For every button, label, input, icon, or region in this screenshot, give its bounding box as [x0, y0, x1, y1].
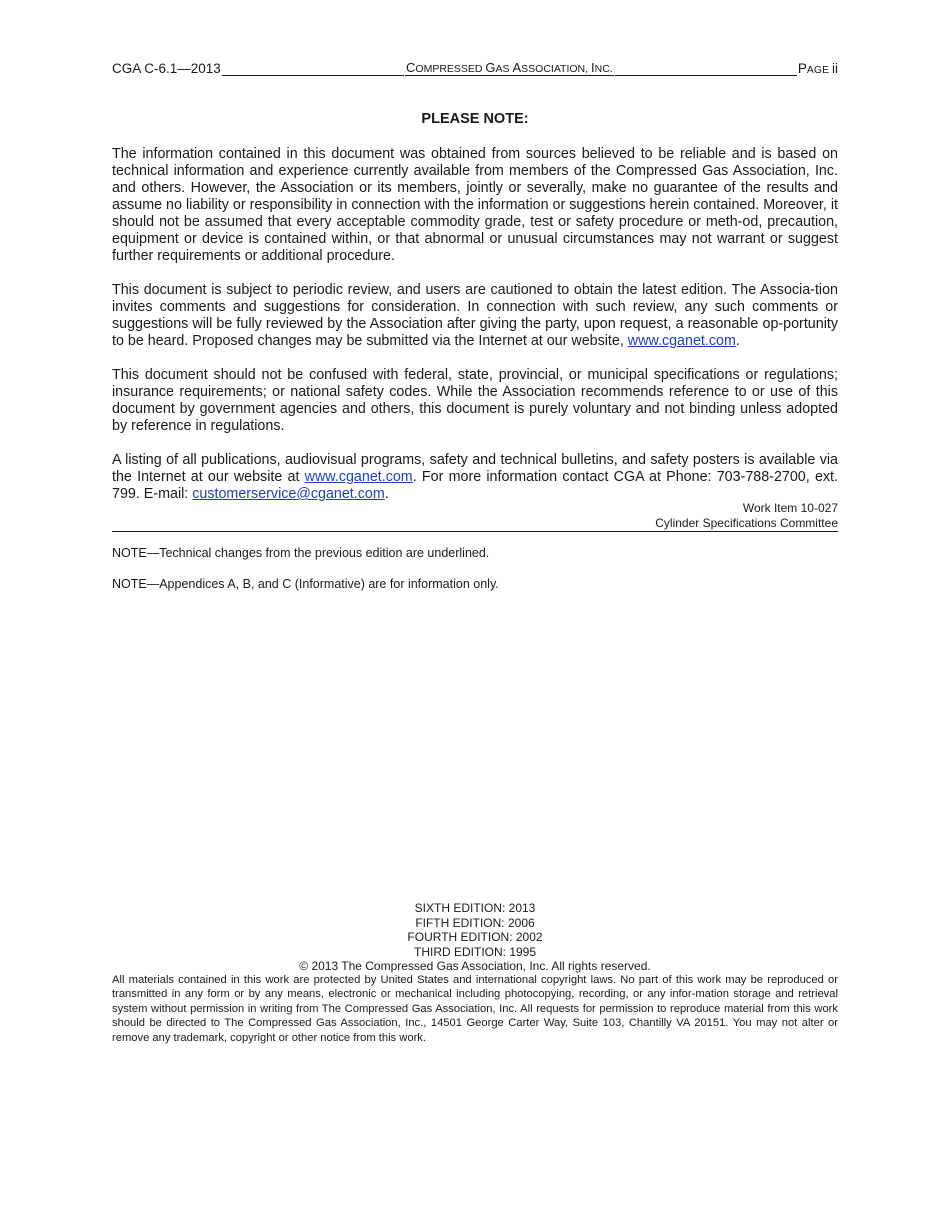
work-item: Work Item 10-027 [742, 501, 838, 515]
publisher-i: I [590, 60, 595, 75]
publisher-c: C [406, 60, 416, 75]
paragraph-regulations: This document should not be confused with federal, state, provincial, or municipal specifications or regulations; insurance requirements; or national safety codes. While the Association recommends reference to or use of this document by government agencies and others, this document is purely voluntary and not binding unless adopted by reference in regulations. [112, 367, 838, 434]
note-appendices: NOTE—Appendices A, B, and C (Informative) are for information only. [112, 577, 499, 591]
contact-text: . For more information contact CGA at Phone: 703-788-2700, ext. 799. E-mail: [112, 469, 838, 502]
paragraph-publications [112, 452, 838, 503]
publisher-name [405, 60, 614, 76]
third-edition: THIRD EDITION: 1995 [413, 944, 537, 959]
note-technical-changes: NOTE—Technical changes from the previous edition are underlined. [112, 546, 490, 560]
page-num: ii [832, 61, 839, 76]
paragraph-review [112, 282, 838, 350]
page-title: PLEASE NOTE: [421, 111, 529, 127]
header-rule-left [222, 62, 404, 76]
sixth-edition: SIXTH EDITION: 2013 [414, 901, 536, 915]
header-rule-right [615, 62, 797, 76]
review-end: . [735, 333, 740, 349]
publisher-a: A [512, 60, 522, 75]
publisher-ompressed: OMPRESSED [415, 63, 486, 75]
publisher-ssociation: SSOCIATION, [521, 63, 591, 75]
publications-end: . [384, 486, 389, 502]
publisher-as: AS [495, 63, 513, 75]
publisher-nc: NC. [594, 63, 613, 75]
publisher-g: G [485, 60, 496, 75]
paragraph-sources: The information contained in this document was obtained from sources believed to be reliable and is based on technical information and experience currently available from members of the Compressed Gas Association, Inc. and others. However, the Association or its members, jointly or severally, make no guarantee of the results and assume no liability or responsibility in connection with the information or suggestions herein contained. Moreover, it should not be assumed that every acceptable commodity grade, test or safety procedure or meth-od, precaution, equipment or device is contained within, or that abnormal or unusual circumstances may not warrant or suggest further requirements or additional procedure. [112, 146, 838, 264]
notice-body [112, 146, 838, 503]
page-p: P [797, 61, 807, 76]
fifth-edition: FIFTH EDITION: 2006 [415, 915, 535, 930]
website-link-2[interactable]: www.cganet.com [304, 469, 413, 485]
committee-name: Cylinder Specifications Committee [112, 516, 838, 532]
legal-notice: All materials contained in this work are protected by United States and international copyright laws. No part of this work may be reproduced or transmitted in any form or by any means, electronic or mechanical including photocopying, recording, or any infor-mation storage and retrieval system without permission in writing from The Compressed Gas Association, Inc. All requests for permission to reproduce material from this work should be directed to The Compressed Gas Association, Inc., 14501 George Carter Way, Suite 103, Chantilly VA 20151. You may not alter or remove any trademark, copyright or other notice from this work. [112, 974, 838, 1044]
email-link[interactable]: customerservice@cganet.com [192, 486, 385, 502]
fourth-edition: FOURTH EDITION: 2002 [407, 930, 543, 944]
website-link[interactable]: www.cganet.com [627, 333, 736, 349]
page-number [798, 61, 838, 76]
page-age: AGE [806, 64, 833, 76]
document-code: CGA C-6.1—2013 [112, 61, 221, 76]
edition-history [112, 901, 838, 974]
review-text: This document is subject to periodic review, and users are cautioned to obtain the latest edition. The Associa-tion invites comments and suggestions for consideration. In connection with such review, any such comments or suggestions will be fully reviewed by the Association after giving the party, upon request, a reasonable op-portunity to be heard. Proposed changes may be submitted via the Internet at our website, [112, 282, 838, 349]
publications-text: A listing of all publications, audiovisual programs, safety and technical bulletins, and safety posters is available via the Internet at our website at [112, 452, 838, 485]
page-header [112, 58, 838, 76]
copyright-line: © 2013 The Compressed Gas Association, Inc. All rights reserved. [299, 959, 651, 973]
